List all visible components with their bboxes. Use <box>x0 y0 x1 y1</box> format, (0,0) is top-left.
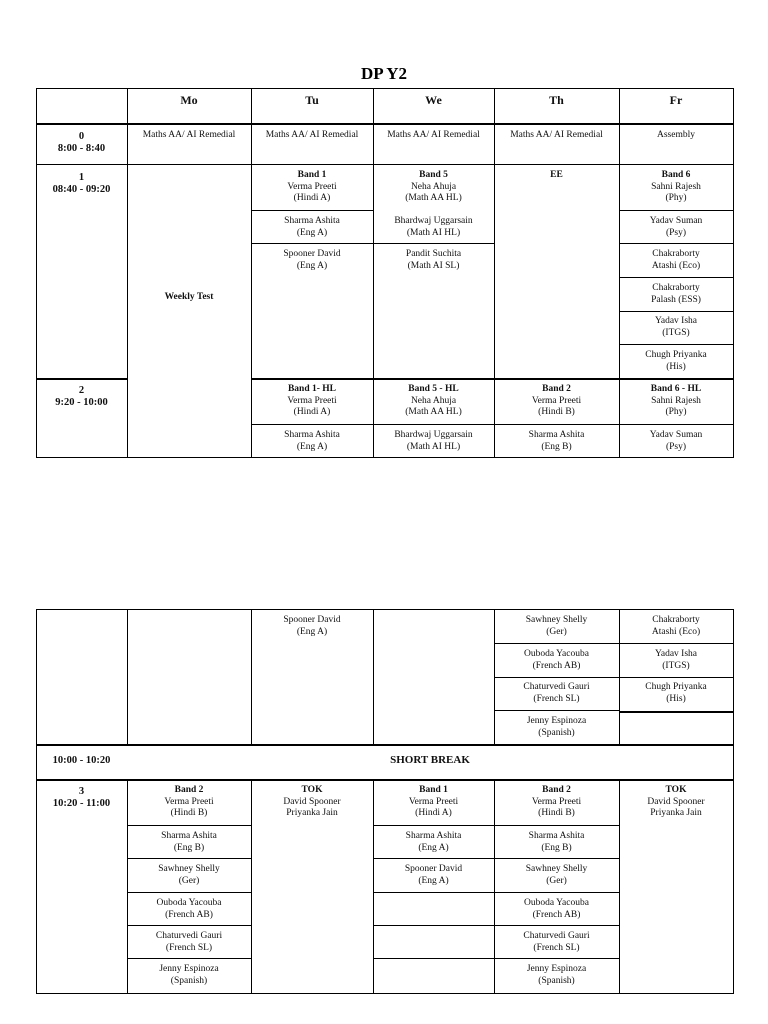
p2b-fr-entry: Chakraborty Atashi (Eco) <box>651 615 701 637</box>
day-header-mo: Mo <box>180 93 198 107</box>
period-3-label: 3 10:20 - 11:00 <box>52 786 111 809</box>
p3-th-entry: Ouboda Yacouba (French AB) <box>524 898 589 920</box>
p1-fr-entry: Yadav Suman (Psy) <box>649 216 703 238</box>
p2-we-band: Band 5 - HL Neha Ahuja (Math AA HL) <box>405 384 462 417</box>
p1-tu-band: Band 1 Verma Preeti (Hindi A) <box>287 170 337 203</box>
p2b-fr-entry: Yadav Isha (ITGS) <box>654 649 698 671</box>
p1-th-ee: EE <box>550 170 563 180</box>
p1-fr-band: Band 6 Sahni Rajesh (Phy) <box>651 170 701 203</box>
p3-we-entry: Spooner David (Eng A) <box>404 864 463 886</box>
p0-tu: Maths AA/ AI Remedial <box>265 130 359 140</box>
p2-th-entry: Sharma Ashita (Eng B) <box>528 430 585 452</box>
p3-mo-entry: Sharma Ashita (Eng B) <box>161 831 217 853</box>
p2-fr-band: Band 6 - HL Sahni Rajesh (Phy) <box>650 384 702 417</box>
timetable-title: DP Y2 <box>360 64 408 83</box>
p1-tu-entry: Sharma Ashita (Eng A) <box>284 216 340 238</box>
day-header-th: Th <box>549 93 564 107</box>
p2-we-entry: Bhardwaj Uggarsain (Math AI HL) <box>394 430 473 452</box>
p3-th-entry: Jenny Espinoza (Spanish) <box>526 964 587 986</box>
p1-fr-entry: Yadav Isha (ITGS) <box>654 316 698 338</box>
p1-fr-entry: Chugh Priyanka (His) <box>645 350 707 372</box>
p2b-th-entry: Chaturvedi Gauri (French SL) <box>523 682 590 704</box>
timetable-top <box>36 88 734 458</box>
p3-th-entry: Sharma Ashita (Eng B) <box>528 831 585 853</box>
period-0-label: 0 8:00 - 8:40 <box>57 131 106 154</box>
p3-mo-band: Band 2 Verma Preeti (Hindi B) <box>164 785 214 818</box>
p3-mo-entry: Chaturvedi Gauri (French SL) <box>155 931 223 953</box>
short-break-time: 10:00 - 10:20 <box>52 755 111 766</box>
weekly-test: Weekly Test <box>164 292 214 302</box>
p1-we-band: Band 5 Neha Ahuja (Math AA HL) <box>405 170 462 203</box>
short-break-label: SHORT BREAK <box>390 754 470 766</box>
p0-th: Maths AA/ AI Remedial <box>510 130 603 140</box>
p2b-fr-entry: Chugh Priyanka (His) <box>645 682 707 704</box>
p1-fr-entry: Chakraborty Atashi (Eco) <box>651 249 701 271</box>
p1-we-entry: Bhardwaj Uggarsain (Math AI HL) <box>394 216 473 238</box>
day-header-fr: Fr <box>669 93 683 107</box>
p2b-tu-entry: Spooner David (Eng A) <box>283 615 341 637</box>
p2-fr-entry: Yadav Suman (Psy) <box>649 430 703 452</box>
p0-fr: Assembly <box>657 130 695 140</box>
p3-fr-tok: TOK David Spooner Priyanka Jain <box>647 785 705 818</box>
p3-we-entry: Sharma Ashita (Eng A) <box>405 831 462 853</box>
period-1-label: 1 08:40 - 09:20 <box>52 172 111 195</box>
p3-tu-tok: TOK David Spooner Priyanka Jain <box>283 785 341 818</box>
p3-th-entry: Chaturvedi Gauri (French SL) <box>523 931 590 953</box>
p0-we: Maths AA/ AI Remedial <box>387 130 480 140</box>
p2-tu-entry: Sharma Ashita (Eng A) <box>284 430 340 452</box>
p0-mo: Maths AA/ AI Remedial <box>142 130 236 140</box>
p3-th-band: Band 2 Verma Preeti (Hindi B) <box>531 785 582 818</box>
p2-th-band: Band 2 Verma Preeti (Hindi B) <box>531 384 582 417</box>
p3-mo-entry: Sawhney Shelly (Ger) <box>158 864 220 886</box>
p1-tu-entry: Spooner David (Eng A) <box>283 249 341 271</box>
p2b-th-entry: Sawhney Shelly (Ger) <box>525 615 588 637</box>
p3-we-band: Band 1 Verma Preeti (Hindi A) <box>408 785 459 818</box>
day-header-tu: Tu <box>305 93 319 107</box>
p3-mo-entry: Ouboda Yacouba (French AB) <box>156 898 222 920</box>
p1-we-entry: Pandit Suchita (Math AI SL) <box>405 249 462 271</box>
p3-th-entry: Sawhney Shelly (Ger) <box>525 864 588 886</box>
period-2-label: 2 9:20 - 10:00 <box>55 385 108 408</box>
p2b-th-entry: Jenny Espinoza (Spanish) <box>526 716 587 738</box>
p1-fr-entry: Chakraborty Palash (ESS) <box>651 283 701 305</box>
day-header-we: We <box>425 93 442 107</box>
p2-tu-band: Band 1- HL Verma Preeti (Hindi A) <box>287 384 337 417</box>
p2b-th-entry: Ouboda Yacouba (French AB) <box>524 649 589 671</box>
p3-mo-entry: Jenny Espinoza (Spanish) <box>159 964 219 986</box>
timetable-bottom <box>36 609 734 994</box>
